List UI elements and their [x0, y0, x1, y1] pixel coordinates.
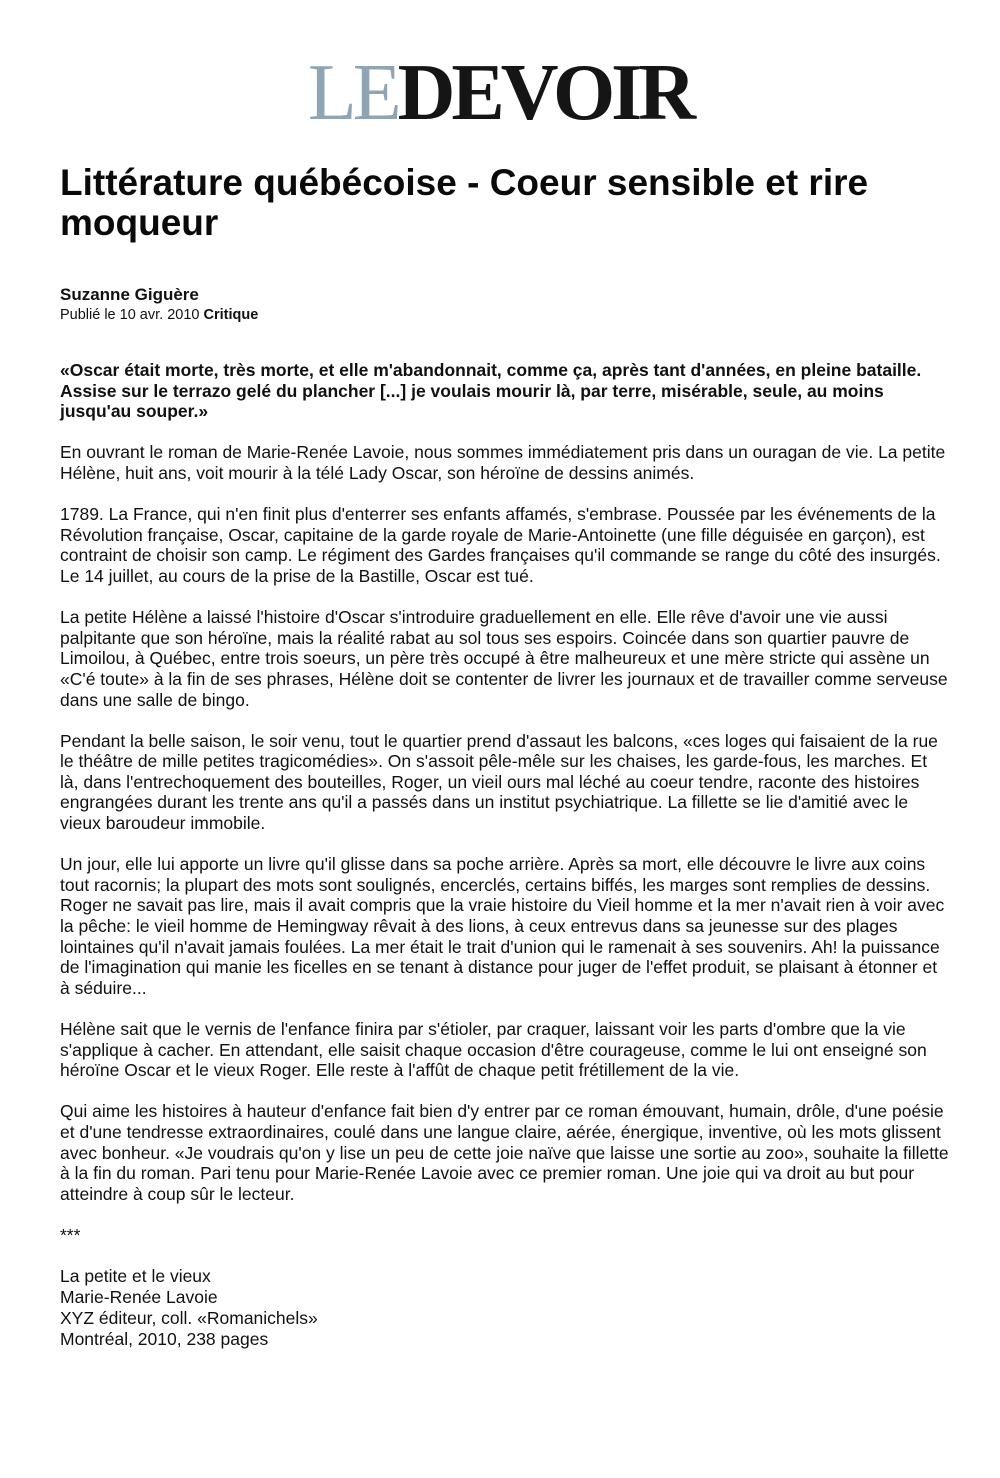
book-author: Marie-Renée Lavoie	[60, 1287, 218, 1308]
book-title: La petite et le vieux	[60, 1266, 211, 1287]
paragraph: En ouvrant le roman de Marie-Renée Lavoie, nous sommes immédiatement pris dans un ouragan de vie. La petite Hélène, huit ans, voit mourir à la télé Lady Oscar, son héroïne de dessins animés.	[60, 442, 946, 483]
masthead-logo	[0, 49, 1000, 137]
paragraph: Qui aime les histoires à hauteur d'enfance fait bien d'y entrer par ce roman émouvant, humain, drôle, d'une poésie et d'une tendresse extraordinaires, coulé dans une langue claire, aérée, énergique, inventive, où les mots glissent avec bonheur. «Je voudrais qu'on y lise un peu de cette joie naïve que laisse une sortie au zoo», souhaite la fillette à la fin du roman. Pari tenu pour Marie-Renée Lavoie avec ce premier roman. Une joie qui va droit au but pour atteindre à coup sûr le lecteur.	[60, 1101, 949, 1204]
pullquote: «Oscar était morte, très morte, et elle m'abandonnait, comme ça, après tant d'années, en pleine bataille. Assise sur le terrazo gelé du plancher [...] je voulais mourir là, par terre, misérable, seule, au moins jusqu'au souper.»	[60, 360, 922, 422]
article-section: Critique	[203, 307, 259, 323]
paragraph: 1789. La France, qui n'en finit plus d'enterrer ses enfants affamés, s'embrase. Poussée par les événements de la Révolution française, Oscar, capitaine de la garde royale de Marie-Antoinette (une fille déguisée en garçon), est contraint de choisir son camp. Le régiment des Gardes françaises qu'il commande se range du côté des insurgés. Le 14 juillet, au cours de la prise de la Bastille, Oscar est tué.	[60, 504, 941, 586]
book-publisher: XYZ éditeur, coll. «Romanichels»	[60, 1308, 318, 1329]
article-meta	[60, 306, 258, 324]
publish-date: Publié le 10 avr. 2010	[60, 307, 200, 323]
article-title: Littérature québécoise - Coeur sensible et rire moqueur	[60, 162, 869, 243]
book-info	[60, 1266, 950, 1350]
logo-devoir: DEVOIR	[397, 49, 693, 137]
paragraph: La petite Hélène a laissé l'histoire d'Oscar s'introduire graduellement en elle. Elle rêve d'avoir une vie aussi palpitante que son héroïne, mais la réalité rabat au sol tous ses espoirs. Coincée dans son quartier pauvre de Limoilou, à Québec, entre trois soeurs, un père très occupé à être malheureux et une mère stricte qui assène un «C'é toute» à la fin de ses phrases, Hélène doit se contenter de livrer les journaux et de travailler comme serveuse dans une salle de bingo.	[60, 607, 948, 710]
paragraph: Un jour, elle lui apporte un livre qu'il glisse dans sa poche arrière. Après sa mort, elle découvre le livre aux coins tout racornis; la plupart des mots sont soulignés, encerclés, certains biffés, les marges sont remplies de dessins. Roger ne savait pas lire, mais il avait compris que la vraie histoire du Vieil homme et la mer n'avait rien à voir avec la pêche: le vieil homme de Hemingway rêvait à des lions, à ceux entrevus dans sa jeunesse sur des plages lointaines qu'il n'avait jamais foulées. La mer était le trait d'union qui le ramenait à ses souvenirs. Ah! la puissance de l'imagination qui manie les ficelles en se tenant à distance pour juger de l'effet produit, se plaisant à étonner et à séduire...	[60, 854, 945, 998]
logo-le: LE	[307, 49, 398, 137]
paragraph: Pendant la belle saison, le soir venu, tout le quartier prend d'assaut les balcons, «ces loges qui faisaient de la rue le théâtre de mille petites tragicomédies». On s'assoit pêle-mêle sur les chaises, les garde-fous, les marches. Et là, dans l'entrechoquement des bouteilles, Roger, un vieil ours mal léché au coeur tendre, raconte des histoires engrangées durant les trente ans qu'il a passés dans un institut psychiatrique. La fillette se lie d'amitié avec le vieux baroudeur immobile.	[60, 730, 938, 834]
article-body	[60, 360, 950, 1350]
paragraph: Hélène sait que le vernis de l'enfance finira par s'étioler, par craquer, laissant voir les parts d'ombre que la vie s'applique à cacher. En attendant, elle saisit chaque occasion d'être courageuse, comme le lui ont enseigné son héroïne Oscar et le vieux Roger. Elle reste à l'affût de chaque petit frétillement de la vie.	[60, 1019, 927, 1081]
separator: ***	[60, 1224, 81, 1245]
article-author: Suzanne Giguère	[60, 285, 199, 304]
book-details: Montréal, 2010, 238 pages	[60, 1329, 269, 1350]
